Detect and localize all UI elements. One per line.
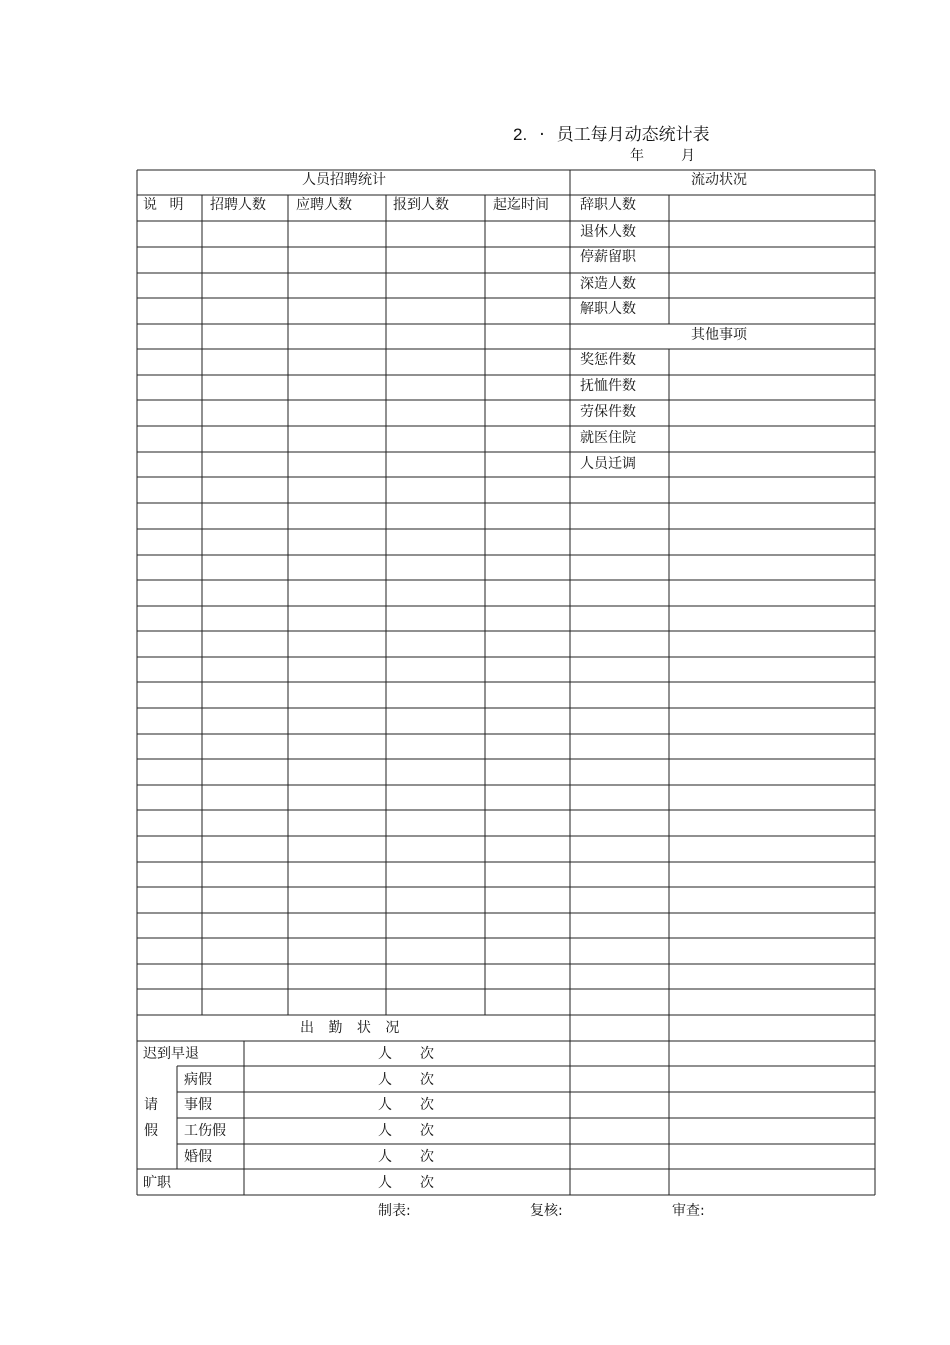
unit-times: 次 bbox=[420, 1175, 434, 1191]
attendance-late: 迟到早退 bbox=[143, 1046, 199, 1062]
unit-person: 人 bbox=[378, 1123, 392, 1139]
turnover-header: 流动状况 bbox=[691, 172, 747, 188]
other-rewards: 奖惩件数 bbox=[580, 352, 636, 368]
col-hired: 招聘人数 bbox=[210, 197, 266, 213]
unit-person: 人 bbox=[378, 1149, 392, 1165]
other-labor-insurance: 劳保件数 bbox=[580, 404, 636, 420]
turnover-further-study: 深造人数 bbox=[580, 276, 636, 292]
leave-label-bottom: 假 bbox=[144, 1123, 158, 1139]
other-hospitalized: 就医住院 bbox=[580, 430, 636, 446]
footer-reviewed-by: 复核: bbox=[530, 1203, 563, 1219]
attendance-absent: 旷职 bbox=[143, 1175, 171, 1191]
footer-made-by: 制表: bbox=[378, 1203, 411, 1219]
unit-person: 人 bbox=[378, 1097, 392, 1113]
other-transfer: 人员迁调 bbox=[580, 456, 636, 472]
col-applicants: 应聘人数 bbox=[296, 197, 352, 213]
recruitment-header: 人员招聘统计 bbox=[302, 172, 386, 188]
unit-person: 人 bbox=[378, 1046, 392, 1062]
turnover-resigned: 辞职人数 bbox=[580, 197, 636, 213]
turnover-dismissed: 解职人数 bbox=[580, 301, 636, 317]
col-reported: 报到人数 bbox=[393, 197, 449, 213]
unit-times: 次 bbox=[420, 1072, 434, 1088]
leave-personal: 事假 bbox=[184, 1097, 212, 1113]
col-description: 说 明 bbox=[143, 197, 188, 213]
turnover-retired: 退休人数 bbox=[580, 224, 636, 240]
unit-times: 次 bbox=[420, 1046, 434, 1062]
year-label: 年 bbox=[630, 148, 644, 164]
month-label: 月 bbox=[681, 148, 695, 164]
unit-person: 人 bbox=[378, 1175, 392, 1191]
leave-marriage: 婚假 bbox=[184, 1149, 212, 1165]
leave-label-top: 请 bbox=[144, 1097, 158, 1113]
title-text: 员工每月动态统计表 bbox=[556, 125, 710, 145]
unit-person: 人 bbox=[378, 1072, 392, 1088]
unit-times: 次 bbox=[420, 1097, 434, 1113]
title-number: 2. bbox=[513, 125, 528, 144]
unit-times: 次 bbox=[420, 1123, 434, 1139]
other-pension: 抚恤件数 bbox=[580, 378, 636, 394]
title-dot: · bbox=[539, 125, 545, 145]
col-period: 起迄时间 bbox=[493, 197, 549, 213]
leave-injury: 工伤假 bbox=[184, 1123, 226, 1139]
attendance-header: 出 勤 状 况 bbox=[300, 1020, 405, 1036]
leave-sick: 病假 bbox=[184, 1072, 212, 1088]
other-header: 其他事项 bbox=[691, 327, 747, 343]
footer-audited-by: 审查: bbox=[672, 1203, 705, 1219]
turnover-unpaid-leave: 停薪留职 bbox=[580, 249, 636, 265]
unit-times: 次 bbox=[420, 1149, 434, 1165]
